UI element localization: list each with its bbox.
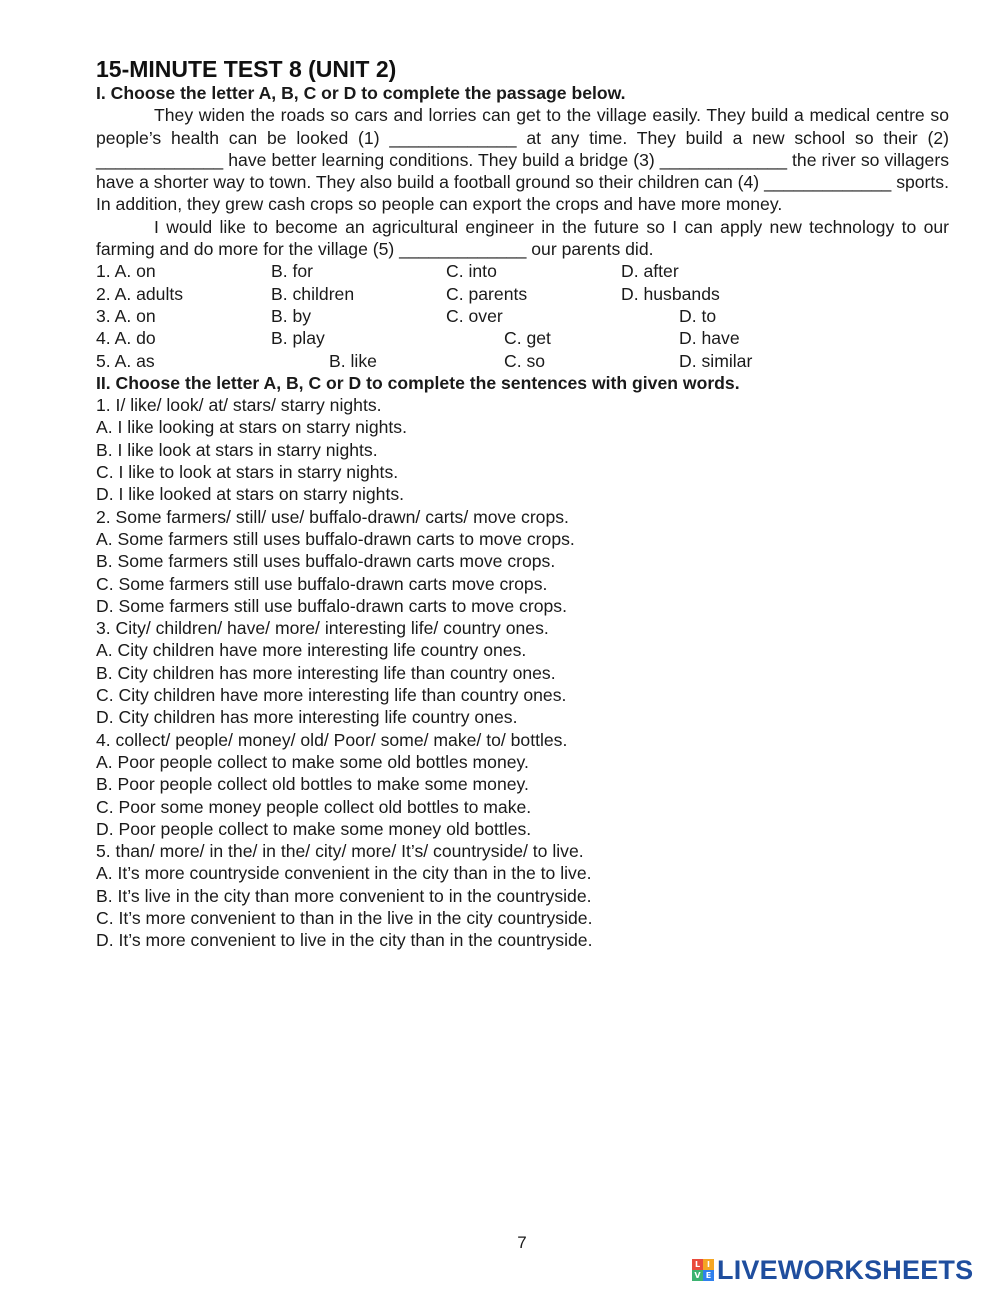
answer-option-c: C. Some farmers still use buffalo-drawn carts move crops. <box>96 573 548 594</box>
part1-heading: I. Choose the letter A, B, C or D to complete the passage below. <box>96 83 626 103</box>
option-c: C. so <box>504 350 546 371</box>
option-b: B. children <box>271 283 355 304</box>
page-number: 7 <box>517 1233 527 1252</box>
passage-text: have better learning conditions. They build a bridge (3) <box>223 149 660 170</box>
answer-option-b: B. City children has more interesting life than country ones. <box>96 662 556 683</box>
liveworksheets-logo-text: LIVEWORKSHEETS <box>717 1254 974 1285</box>
question-prompt: 3. City/ children/ have/ more/ interesting life/ country ones. <box>96 618 549 639</box>
option-a: 5. A. as <box>96 350 155 371</box>
question-5 <box>96 840 949 951</box>
liveworksheets-logo-icon <box>692 1259 714 1281</box>
liveworksheets-logo[interactable] <box>692 1254 973 1286</box>
answer-option-c: C. It’s more convenient to than in the live in the city countryside. <box>96 907 593 928</box>
answer-option-c: C. Poor some money people collect old bottles to make. <box>96 796 532 817</box>
answer-option-b: B. I like look at stars in starry nights. <box>96 439 378 460</box>
answer-option-d: D. It’s more convenient to live in the city than in the countryside. <box>96 930 593 951</box>
passage-paragraph-1 <box>96 104 949 215</box>
option-b: B. play <box>271 328 325 349</box>
passage-text: our parents did. <box>526 239 654 260</box>
question-prompt: 2. Some farmers/ still/ use/ buffalo-drawn/ carts/ move crops. <box>96 506 569 527</box>
option-c: C. into <box>446 261 497 282</box>
answer-option-a: A. I like looking at stars on starry nights. <box>96 417 407 438</box>
option-b: B. like <box>329 350 377 371</box>
answer-option-b: B. Some farmers still uses buffalo-drawn carts move crops. <box>96 551 556 572</box>
question-2 <box>96 506 949 617</box>
blank-3: _____________ <box>659 149 787 170</box>
option-b: B. for <box>271 261 314 282</box>
blank-2: _____________ <box>96 149 224 170</box>
answer-option-a: A. Poor people collect to make some old bottles money. <box>96 751 529 772</box>
passage-text: the river so villagers have a shorter way to town. They also build a football ground so their children can (4) <box>96 149 949 193</box>
passage-text: at any time. They build a new school so their (2) <box>516 127 949 148</box>
answer-option-c: C. I like to look at stars in starry nights. <box>96 462 399 483</box>
logo-letter-i: I <box>703 1259 714 1270</box>
logo-letter-e: E <box>703 1270 714 1281</box>
option-a: 3. A. on <box>96 305 156 326</box>
option-c: C. parents <box>446 283 528 304</box>
option-d: D. have <box>679 328 740 349</box>
answer-option-a: A. Some farmers still uses buffalo-drawn carts to move crops. <box>96 528 575 549</box>
passage-text: sports. In addition, they grew cash crops so people can export the crops and have more money. <box>96 172 949 215</box>
answer-option-d: D. City children has more interesting life country ones. <box>96 707 518 728</box>
answer-option-d: D. Some farmers still use buffalo-drawn carts to move crops. <box>96 595 567 616</box>
option-row-3 <box>96 305 949 327</box>
answer-option-a: A. City children have more interesting life country ones. <box>96 640 527 661</box>
option-row-4 <box>96 327 949 349</box>
part1-options <box>96 260 949 371</box>
answer-option-c: C. City children have more interesting life than country ones. <box>96 685 567 706</box>
answer-option-b: B. It’s live in the city than more convenient to in the countryside. <box>96 885 592 906</box>
option-row-2 <box>96 283 949 305</box>
option-a: 1. A. on <box>96 261 156 282</box>
passage-paragraph-2 <box>96 216 949 261</box>
option-a: 2. A. adults <box>96 283 184 304</box>
logo-letter-l: L <box>692 1259 703 1270</box>
passage-text: They widen the roads so cars and lorries can get to the village easily. They build a medical centre so people’s health can be looked (1) <box>96 105 949 148</box>
answer-option-a: A. It’s more countryside convenient in the city than in the to live. <box>96 863 592 884</box>
part2-heading: II. Choose the letter A, B, C or D to complete the sentences with given words. <box>96 372 740 393</box>
option-d: D. after <box>621 261 679 282</box>
option-row-5 <box>96 350 949 372</box>
question-3 <box>96 617 949 728</box>
answer-option-d: D. Poor people collect to make some money old bottles. <box>96 818 532 839</box>
passage-text: I would like to become an agricultural engineer in the future so I can apply new technology to our farming and do more for the village (5) <box>96 216 949 260</box>
blank-5: _____________ <box>399 239 527 260</box>
option-b: B. by <box>271 305 312 326</box>
blank-1: _____________ <box>389 127 517 148</box>
question-1 <box>96 394 949 505</box>
option-d: D. similar <box>679 350 753 371</box>
option-c: C. get <box>504 328 551 349</box>
worksheet-page <box>96 56 949 952</box>
blank-4: _____________ <box>764 172 892 193</box>
logo-letter-v: V <box>692 1270 703 1281</box>
option-row-1 <box>96 260 949 282</box>
answer-option-d: D. I like looked at stars on starry nights. <box>96 484 405 505</box>
option-c: C. over <box>446 305 503 326</box>
option-d: D. to <box>679 305 717 326</box>
question-prompt: 5. than/ more/ in the/ in the/ city/ more/ It’s/ countryside/ to live. <box>96 841 584 862</box>
question-4 <box>96 729 949 840</box>
answer-option-b: B. Poor people collect old bottles to make some money. <box>96 774 529 795</box>
option-a: 4. A. do <box>96 328 156 349</box>
question-prompt: 4. collect/ people/ money/ old/ Poor/ some/ make/ to/ bottles. <box>96 729 568 750</box>
option-d: D. husbands <box>621 283 720 304</box>
question-prompt: 1. I/ like/ look/ at/ stars/ starry nights. <box>96 395 382 416</box>
page-title: 15-MINUTE TEST 8 (UNIT 2) <box>96 56 397 82</box>
